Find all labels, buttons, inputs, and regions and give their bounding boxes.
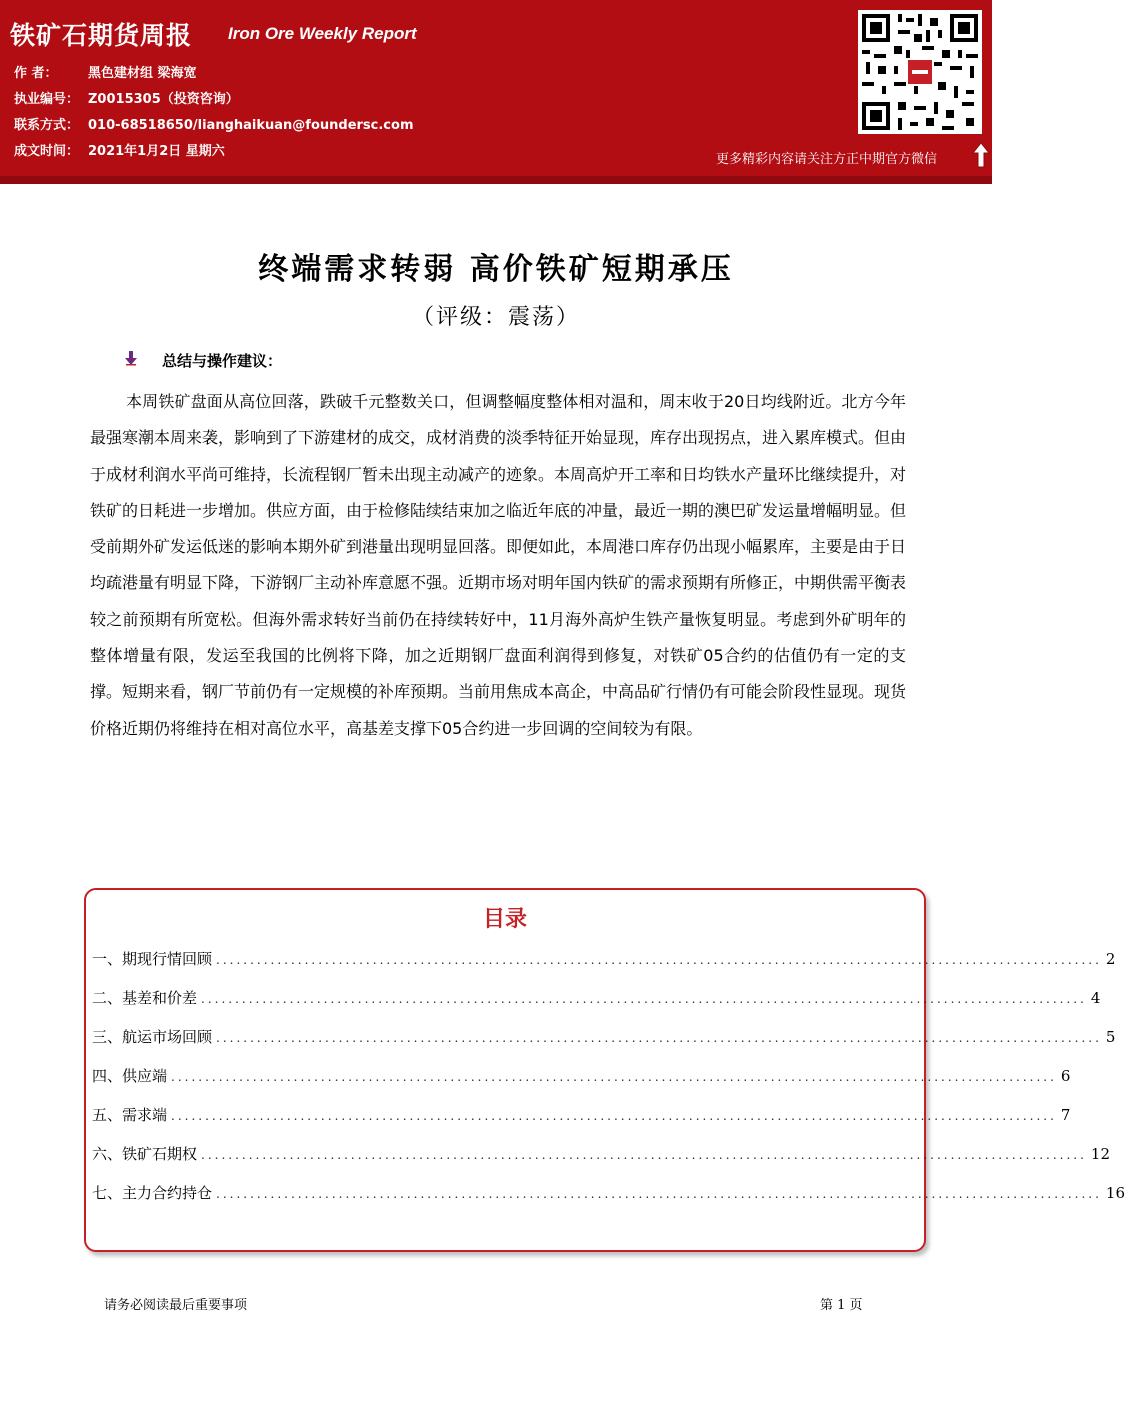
report-title: 终端需求转弱 高价铁矿短期承压 <box>258 252 734 287</box>
author-label: 作 者： <box>14 66 58 81</box>
license-label: 执业编号： <box>14 92 80 107</box>
toc-entry-label: 二、基差和价差 <box>92 989 198 1007</box>
brand-title-english: Iron Ore Weekly Report <box>228 24 417 43</box>
toc-entry-page: 6 <box>1060 1067 1071 1085</box>
toc-entry-page: 12 <box>1090 1145 1110 1163</box>
summary-heading-label: 总结与操作建议： <box>162 352 283 370</box>
toc-leader: .................................................................................................................................. <box>216 953 1102 967</box>
toc-entry-label: 一、期现行情回顾 <box>92 950 213 968</box>
contact-row <box>14 114 414 133</box>
toc-leader: .................................................................................................................................. <box>171 1109 1057 1123</box>
toc-leader: .................................................................................................................................. <box>216 1031 1102 1045</box>
down-arrow-bullet-icon <box>124 350 138 370</box>
toc-entry-label: 六、铁矿石期权 <box>92 1145 198 1163</box>
header-divider <box>0 176 992 184</box>
toc-entry-page: 5 <box>1105 1028 1116 1046</box>
toc-list <box>92 948 1125 1221</box>
license-row <box>14 88 239 107</box>
footer-page-number: 第 1 页 <box>820 1298 863 1313</box>
toc-leader: .................................................................................................................................. <box>201 992 1087 1006</box>
toc-entry-label: 七、主力合约持仓 <box>92 1184 213 1202</box>
toc-entry-label: 三、航运市场回顾 <box>92 1028 213 1046</box>
qr-code-icon[interactable] <box>858 10 982 134</box>
toc-entry-page: 2 <box>1105 950 1116 968</box>
date-label: 成文时间： <box>14 144 80 159</box>
brand-title: 铁矿石期货周报 <box>10 21 193 50</box>
toc-title: 目录 <box>482 907 527 932</box>
up-arrow-icon <box>972 142 990 172</box>
date-row <box>14 140 225 159</box>
summary-heading <box>128 350 282 371</box>
author-row <box>14 62 197 81</box>
toc-leader: .................................................................................................................................. <box>201 1148 1087 1162</box>
date-value: 2021年1月2日 星期六 <box>88 144 225 159</box>
report-rating: （评级：震荡） <box>411 305 580 330</box>
toc-entry-7[interactable] <box>92 1182 1125 1221</box>
license-value: Z0015305（投资咨询） <box>88 92 239 107</box>
toc-entry-2[interactable] <box>92 987 1101 1026</box>
summary-paragraph: 本周铁矿盘面从高位回落，跌破千元整数关口，但调整幅度整体相对温和，周末收于20日均线附近。北方今年最强寒潮本周来袭，影响到了下游建材的成交，成材消费的淡季特征开始显现，库存出现拐点，进入累库模式。但由于成材利润水平尚可维持，长流程钢厂暂未出现主动减产的迹象。本周高炉开工率和日均铁水产量环比继续提升，对铁矿的日耗进一步增加。供应方面，由于检修陆续结束加之临近年底的冲量，最近一期的澳巴矿发运量增幅明显。但受前期外矿发运低迷的影响本期外矿到港量出现明显回落。即便如此，本周港口库存仍出现小幅累库，主要是由于日均疏港量有明显下降，下游钢厂主动补库意愿不强。近期市场对明年国内铁矿的需求预期有所修正，中期供需平衡表较之前预期有所宽松。但海外需求转好当前仍在持续转好中，11月海外高炉生铁产量恢复明显。考虑到外矿明年的整体增量有限，发运至我国的比例将下降，加之近期钢厂盘面利润得到修复，对铁矿05合约的估值仍有一定的支撑。短期来看，钢厂节前仍有一定规模的补库预期。当前用焦成本高企，中高品矿行情仍有可能会阶段性显现。现货价格近期仍将维持在相对高位水平，高基差支撑下05合约进一步回调的空间较为有限。 <box>90 392 907 738</box>
toc-entry-page: 7 <box>1060 1106 1071 1124</box>
table-of-contents <box>84 888 1125 1252</box>
contact-value[interactable]: 010-68518650/lianghaikuan@foundersc.com <box>88 118 414 133</box>
toc-entry-label: 五、需求端 <box>92 1106 168 1124</box>
toc-entry-4[interactable] <box>92 1065 1071 1104</box>
author-value: 黑色建材组 梁海宽 <box>88 66 197 81</box>
toc-entry-page: 16 <box>1105 1184 1125 1202</box>
toc-leader: .................................................................................................................................. <box>216 1187 1102 1201</box>
contact-label: 联系方式： <box>14 118 80 133</box>
toc-entry-label: 四、供应端 <box>92 1067 168 1085</box>
report-header <box>0 0 992 176</box>
toc-entry-page: 4 <box>1090 989 1101 1007</box>
toc-entry-5[interactable] <box>92 1104 1071 1143</box>
wechat-note: 更多精彩内容请关注方正中期官方微信 <box>716 152 938 167</box>
toc-entry-3[interactable] <box>92 1026 1116 1065</box>
toc-entry-6[interactable] <box>92 1143 1110 1182</box>
toc-leader: .................................................................................................................................. <box>171 1070 1057 1084</box>
toc-entry-1[interactable] <box>92 948 1116 987</box>
footer-notice: 请务必阅读最后重要事项 <box>104 1298 248 1313</box>
